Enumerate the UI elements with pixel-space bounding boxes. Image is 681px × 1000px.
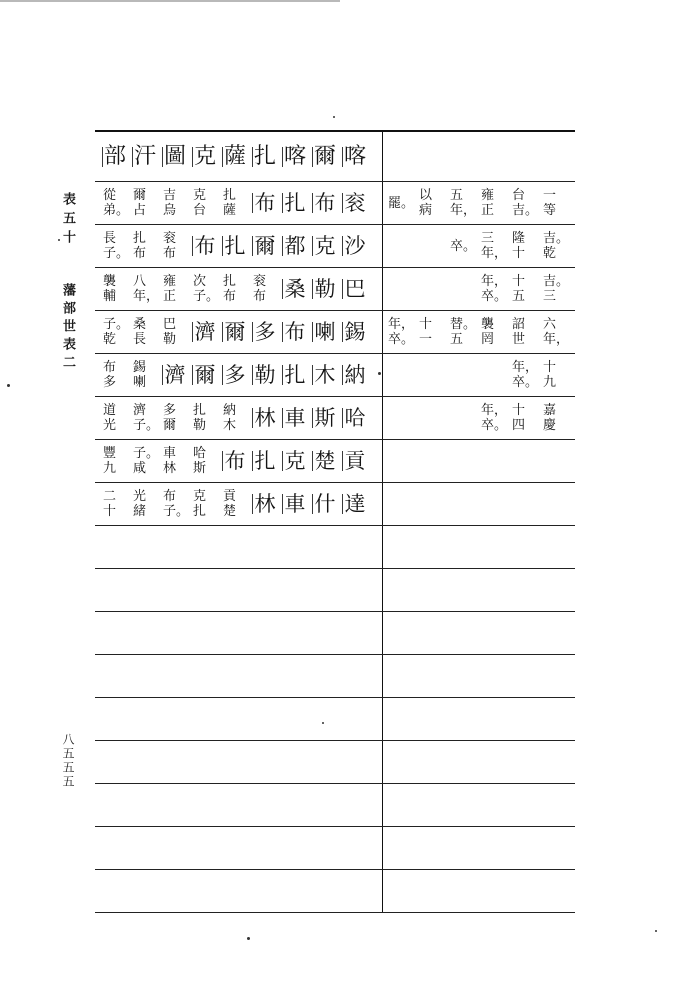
annotation-char: 克 [193,489,207,504]
name-char: 扎 [250,448,280,474]
annotation-char: 豐 [103,446,117,461]
empty-notes-cell [383,569,575,611]
notes-char: 慶 [543,418,557,433]
notes-char: 嘉 [543,403,557,418]
notes-char: 年， [543,332,570,347]
notes-column [540,403,571,433]
annotation-char: 正 [163,289,177,304]
annotation-char: 衮 [163,231,177,246]
annotation-char: 十 [103,504,117,519]
name-char: 爾 [250,233,280,259]
header-char: 汗 [130,144,160,170]
empty-genealogy-cell [95,870,383,912]
notes-char: 三 [481,231,495,246]
notes-char: 年， [512,360,539,375]
header-char: 喀 [340,144,370,170]
scan-speck [58,239,60,241]
annotation-column [100,446,130,476]
annotation-char: 爾 [133,188,147,203]
notes-char: 雍 [481,188,495,203]
table-header-row [95,132,575,182]
name-char: 布 [250,190,280,216]
name-char: 扎 [220,233,250,259]
header-notes-cell [383,132,575,181]
empty-notes-cell [383,827,575,869]
annotation-column [160,231,190,261]
notes-column [478,403,509,433]
annotation-char: 喇 [133,375,147,390]
notes-column [478,188,509,218]
notes-char: 卒。 [481,418,508,433]
empty-notes-cell [383,655,575,697]
notes-char: 正 [481,203,495,218]
notes-char: 五 [512,289,526,304]
annotation-column [100,360,130,390]
annotation-char: 九 [103,461,117,476]
scan-speck [322,722,324,724]
notes-cell [383,268,575,310]
chapter-label: 表五十 [60,192,75,249]
name-char: 林 [250,491,280,517]
name-char: 錫 [340,319,370,345]
annotation-char: 長 [103,231,117,246]
table-row [95,225,575,268]
table-row [95,397,575,440]
name-char: 都 [280,233,310,259]
annotation-char: 從 [103,188,117,203]
notes-char: 卒。 [450,238,477,254]
notes-cell [383,182,575,224]
annotation-char: 布 [133,246,147,261]
annotation-column [220,489,250,519]
annotation-char: 布 [253,289,267,304]
notes-column [447,317,478,347]
empty-row [95,784,575,827]
page-number: 八五五五 [61,733,75,789]
empty-genealogy-cell [95,784,383,826]
table-row [95,268,575,311]
annotation-column [130,188,160,218]
notes-char: 十 [512,274,526,289]
notes-char: 四 [512,418,526,433]
notes-cell [383,225,575,267]
empty-notes-cell [383,741,575,783]
annotation-char: 布 [163,489,177,504]
name-char: 楚 [310,448,340,474]
annotation-column [250,274,280,304]
notes-char: 九 [543,375,557,390]
notes-column [416,317,447,347]
annotation-column [100,317,130,347]
annotation-char: 子。 [163,504,190,519]
notes-column [478,274,509,304]
annotation-char: 楚 [223,504,237,519]
notes-char: 年， [481,403,508,418]
annotation-char: 二 [103,489,117,504]
notes-column [540,188,571,218]
empty-notes-cell [383,526,575,568]
empty-row [95,741,575,784]
name-char: 喇 [310,319,340,345]
empty-row [95,698,575,741]
annotation-char: 八 [133,274,147,289]
name-char: 克 [310,233,340,259]
annotation-column [190,489,220,519]
annotation-char: 占 [133,203,147,218]
annotation-char: 勒 [193,418,207,433]
header-char: 喀 [280,144,310,170]
name-char: 勒 [250,362,280,388]
scan-speck [247,937,250,940]
name-char: 林 [250,405,280,431]
notes-column [416,188,447,218]
table-row [95,354,575,397]
header-char: 部 [100,144,130,170]
notes-column [509,231,540,261]
annotation-char: 車 [163,446,177,461]
annotation-column [130,446,160,476]
scan-speck [655,930,657,932]
genealogy-cell [95,225,383,267]
notes-char: 吉。 [543,231,570,246]
table-body [95,182,575,526]
name-char: 布 [220,448,250,474]
notes-char: 卒。 [481,289,508,304]
annotation-char: 林 [163,461,177,476]
annotation-column [100,231,130,261]
notes-column [540,317,571,347]
annotation-char: 勒 [163,332,177,347]
annotation-char: 衮 [253,274,267,289]
genealogy-cell [95,182,383,224]
empty-row [95,569,575,612]
annotation-char: 年， [133,289,160,304]
name-char: 濟 [190,319,220,345]
genealogy-cell [95,483,383,525]
notes-column [540,231,571,261]
annotation-column [190,188,220,218]
header-char: 克 [190,144,220,170]
header-char: 扎 [250,144,280,170]
notes-char: 以 [419,188,433,203]
notes-column [540,360,571,390]
genealogy-cell [95,311,383,353]
annotation-char: 扎 [193,504,207,519]
annotation-char: 斯 [193,461,207,476]
notes-char: 吉。 [543,274,570,289]
name-char: 哈 [340,405,370,431]
annotation-char: 桑 [133,317,147,332]
empty-row [95,655,575,698]
annotation-char: 吉 [163,188,177,203]
name-char: 扎 [280,190,310,216]
annotation-column [100,403,130,433]
annotation-char: 克 [193,188,207,203]
name-char: 斯 [310,405,340,431]
notes-char: 十 [419,317,433,332]
annotation-char: 扎 [223,274,237,289]
annotation-char: 襲 [103,274,117,289]
name-char: 扎 [280,362,310,388]
notes-column [509,317,540,347]
annotation-column [100,188,130,218]
notes-char: 十 [543,360,557,375]
notes-column [478,317,509,347]
notes-char: 罷。 [388,195,415,211]
table-row [95,311,575,354]
name-char: 布 [310,190,340,216]
header-title-cell [95,132,383,181]
annotation-column [130,403,160,433]
annotation-column [220,403,250,433]
name-char: 車 [280,491,310,517]
name-char: 爾 [220,319,250,345]
annotation-char: 納 [223,403,237,418]
annotation-column [130,489,160,519]
annotation-char: 緒 [133,504,147,519]
name-char: 什 [310,491,340,517]
notes-char: 五 [450,188,464,203]
annotation-char: 道 [103,403,117,418]
annotation-char: 扎 [193,403,207,418]
notes-char: 等 [543,203,557,218]
empty-genealogy-cell [95,827,383,869]
scan-speck [7,384,10,387]
scan-edge-line [0,0,340,2]
notes-cell [383,354,575,396]
annotation-char: 咸 [133,461,147,476]
annotation-char: 光 [133,489,147,504]
empty-row [95,827,575,870]
name-char: 車 [280,405,310,431]
annotation-char: 子。 [193,289,220,304]
empty-row [95,870,575,913]
annotation-char: 貢 [223,489,237,504]
notes-cell [383,311,575,353]
section-title: 藩部世表二 [60,283,75,373]
scan-speck [333,116,335,118]
annotation-char: 濟 [133,403,147,418]
annotation-char: 錫 [133,360,147,375]
annotation-column [100,274,130,304]
notes-column [447,188,478,218]
annotation-char: 雍 [163,274,177,289]
annotation-column [100,489,130,519]
name-char: 貢 [340,448,370,474]
annotation-char: 台 [193,203,207,218]
empty-genealogy-cell [95,655,383,697]
empty-genealogy-cell [95,741,383,783]
empty-genealogy-cell [95,526,383,568]
header-char: 圖 [160,144,190,170]
annotation-char: 子。 [103,317,130,332]
empty-row [95,612,575,655]
notes-cell [383,440,575,482]
notes-cell [383,483,575,525]
empty-genealogy-cell [95,612,383,654]
annotation-char: 多 [103,375,117,390]
annotation-char: 巴 [163,317,177,332]
notes-char: 台 [512,188,526,203]
annotation-char: 長 [133,332,147,347]
notes-char: 十 [512,246,526,261]
name-char: 多 [250,319,280,345]
annotation-char: 次 [193,274,207,289]
annotation-char: 子。 [133,446,160,461]
notes-char: 隆 [512,231,526,246]
name-char: 沙 [340,233,370,259]
empty-genealogy-cell [95,569,383,611]
annotation-char: 子。 [133,418,160,433]
name-char: 布 [190,233,220,259]
annotation-column [190,274,220,304]
genealogy-cell [95,440,383,482]
name-char: 木 [310,362,340,388]
notes-column [509,188,540,218]
notes-char: 卒。 [388,332,415,347]
annotation-char: 烏 [163,203,177,218]
annotation-char: 子。 [103,246,130,261]
annotation-char: 扎 [223,188,237,203]
name-char: 多 [220,362,250,388]
empty-notes-cell [383,612,575,654]
annotation-char: 布 [103,360,117,375]
notes-char: 罔 [481,332,495,347]
notes-char: 一 [419,332,433,347]
annotation-column [220,188,250,218]
notes-char: 五 [450,332,464,347]
notes-column [385,317,416,347]
notes-char: 年， [481,274,508,289]
annotation-column [130,360,160,390]
annotation-char: 弟。 [103,203,130,218]
scan-speck [378,372,381,375]
annotation-column [190,403,220,433]
annotation-column [160,403,190,433]
notes-char: 年， [481,246,508,261]
name-char: 納 [340,362,370,388]
notes-cell [383,397,575,439]
name-char: 達 [340,491,370,517]
notes-char: 襲 [481,317,495,332]
table-row [95,483,575,526]
name-char: 巴 [340,276,370,302]
name-char: 爾 [190,362,220,388]
name-char: 濟 [160,362,190,388]
genealogy-table [95,130,575,913]
annotation-char: 輔 [103,289,117,304]
genealogy-cell [95,397,383,439]
annotation-column [130,231,160,261]
notes-column [385,196,416,211]
annotation-column [160,274,190,304]
notes-char: 吉。 [512,203,539,218]
notes-column [509,360,540,390]
annotation-column [160,188,190,218]
notes-char: 年， [450,203,477,218]
annotation-char: 爾 [163,418,177,433]
notes-char: 六 [543,317,557,332]
annotation-column [160,446,190,476]
name-char: 衮 [340,190,370,216]
genealogy-cell [95,268,383,310]
notes-column [478,231,509,261]
annotation-column [220,274,250,304]
annotation-char: 布 [223,289,237,304]
annotation-column [130,317,160,347]
annotation-char: 木 [223,418,237,433]
annotation-char: 哈 [193,446,207,461]
annotation-char: 多 [163,403,177,418]
annotation-column [160,317,190,347]
name-char: 勒 [310,276,340,302]
annotation-column [130,274,160,304]
notes-column [509,403,540,433]
header-char: 爾 [310,144,340,170]
empty-row [95,526,575,569]
annotation-column [190,446,220,476]
notes-char: 十 [512,403,526,418]
notes-char: 一 [543,188,557,203]
notes-char: 世 [512,332,526,347]
annotation-char: 布 [163,246,177,261]
empty-notes-cell [383,698,575,740]
annotation-column [160,489,190,519]
genealogy-cell [95,354,383,396]
name-char: 克 [280,448,310,474]
header-char: 薩 [220,144,250,170]
notes-char: 替。 [450,317,477,332]
annotation-char: 薩 [223,203,237,218]
name-char: 桑 [280,276,310,302]
name-char: 布 [280,319,310,345]
notes-char: 卒。 [512,375,539,390]
notes-char: 詔 [512,317,526,332]
annotation-char: 乾 [103,332,117,347]
notes-char: 年， [388,317,415,332]
table-row [95,440,575,483]
empty-genealogy-cell [95,698,383,740]
notes-char: 乾 [543,246,557,261]
notes-char: 病 [419,203,433,218]
empty-notes-cell [383,870,575,912]
notes-char: 三 [543,289,557,304]
empty-notes-cell [383,784,575,826]
annotation-char: 扎 [133,231,147,246]
annotation-char: 光 [103,418,117,433]
table-row [95,182,575,225]
notes-column [540,274,571,304]
notes-column [509,274,540,304]
notes-column [447,239,478,254]
